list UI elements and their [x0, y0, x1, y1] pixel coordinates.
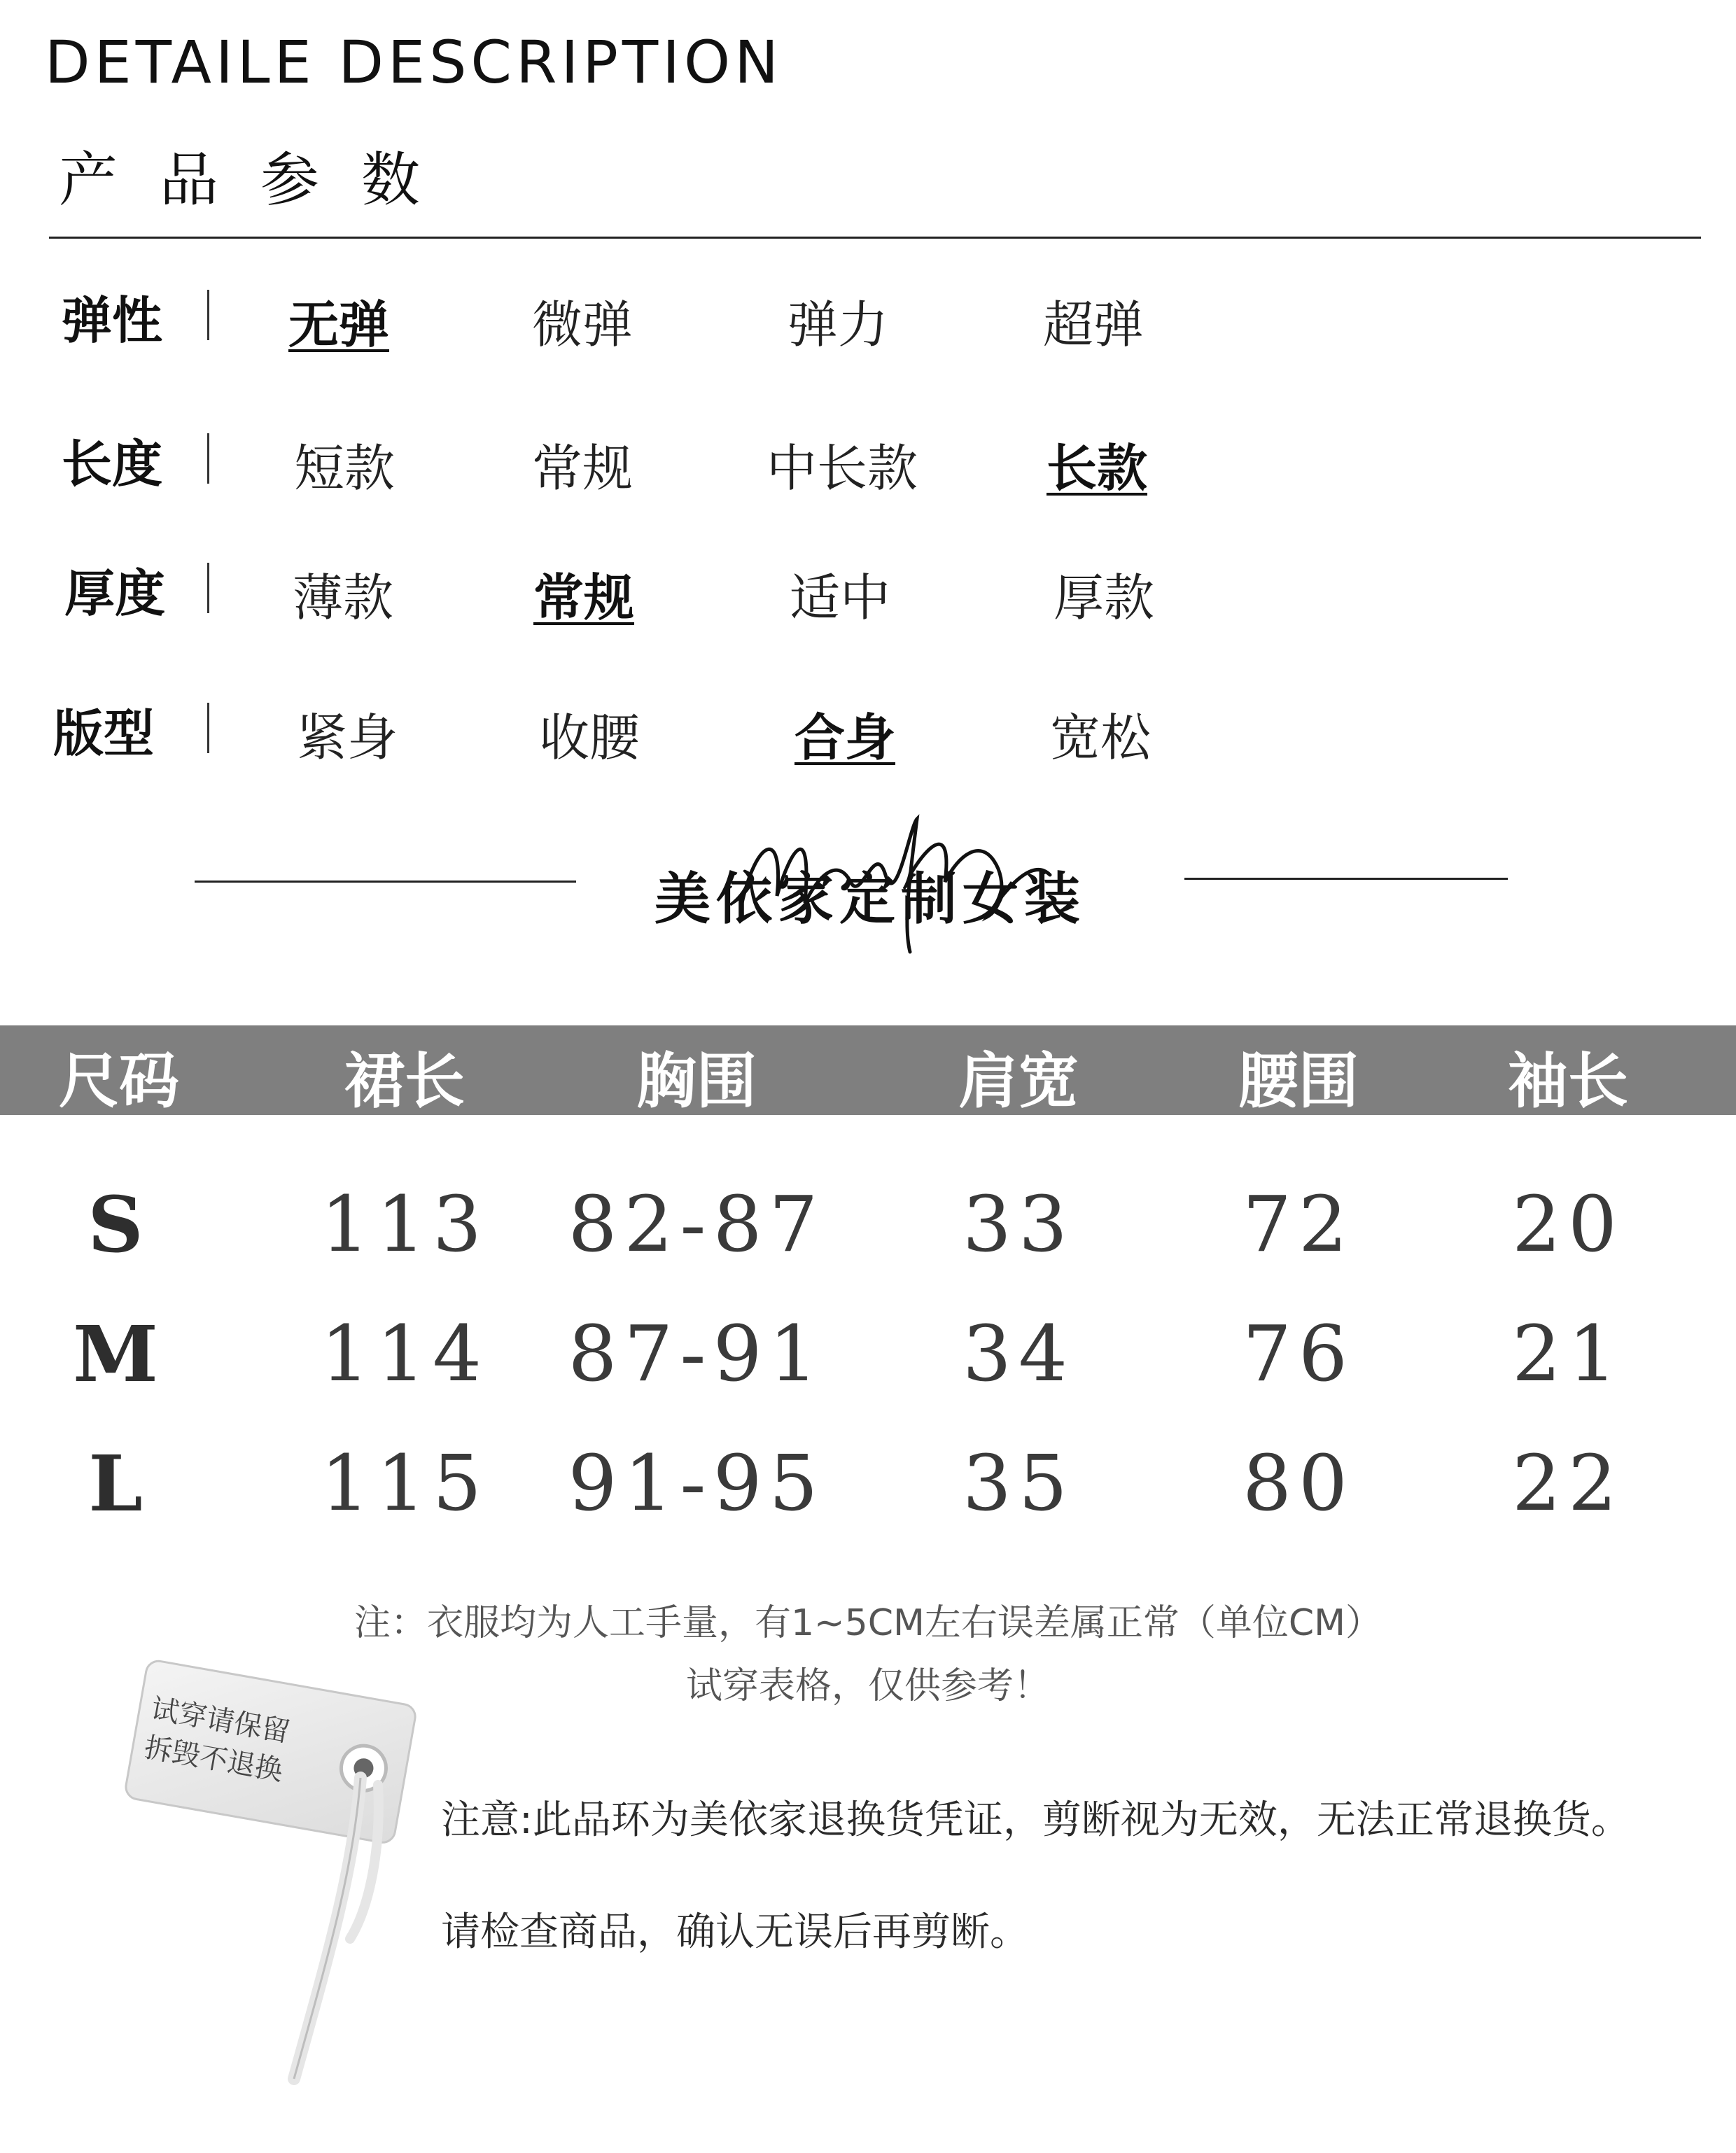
- hang-tag-line-2: 拆毁不退换: [141, 1731, 286, 1788]
- hang-tag-line-1: 试穿请保留: [148, 1692, 293, 1749]
- param-separator: [207, 290, 209, 340]
- table-cell: 35: [962, 1438, 1074, 1528]
- table-cell: 82-87: [568, 1179, 825, 1269]
- table-cell: 22: [1512, 1438, 1624, 1528]
- table-cell: 113: [321, 1179, 489, 1269]
- return-note-2: 请检查商品，确认无误后再剪断。: [441, 1909, 1029, 1955]
- param-option: 常规: [532, 439, 634, 498]
- param-separator: [207, 703, 209, 753]
- param-option: 厚款: [1054, 568, 1155, 627]
- table-cell: 33: [962, 1179, 1074, 1269]
- table-header-cell: 尺码: [59, 1046, 179, 1116]
- table-cell: 114: [321, 1309, 489, 1398]
- table-cell: 76: [1242, 1309, 1354, 1398]
- table-header-cell: 胸围: [636, 1046, 757, 1116]
- param-option: 短款: [294, 439, 396, 498]
- table-cell: 72: [1242, 1179, 1354, 1269]
- english-title: DETAILE DESCRIPTION: [45, 28, 783, 97]
- table-header-cell: 裙长: [344, 1046, 465, 1116]
- table-cell: 115: [321, 1438, 489, 1528]
- param-separator: [207, 563, 209, 613]
- reference-note: 试穿表格，仅供参考！: [685, 1665, 1050, 1707]
- brand-divider-left: [195, 881, 576, 883]
- brand-divider-right: [1184, 878, 1508, 880]
- chinese-title: 产品参数: [59, 146, 463, 214]
- brand-signature: [700, 798, 1092, 959]
- param-option: 紧身: [297, 708, 398, 767]
- size-label: L: [88, 1438, 150, 1529]
- size-label: M: [73, 1309, 165, 1399]
- return-note-1: 注意:此品环为美依家退换货凭证，剪断视为无效，无法正常退换货。: [441, 1797, 1630, 1843]
- param-label: 弹性: [62, 291, 163, 350]
- param-option: 适中: [790, 568, 891, 627]
- param-option: 弹力: [788, 295, 889, 354]
- param-option-selected: 长款: [1046, 439, 1148, 498]
- param-label: 厚度: [64, 564, 166, 623]
- header-divider: [49, 237, 1701, 239]
- brand-name: 美依家定制女装: [654, 867, 1086, 932]
- param-option: 超弹: [1043, 295, 1144, 354]
- param-option: 薄款: [293, 568, 394, 627]
- table-cell: 34: [962, 1309, 1074, 1398]
- param-separator: [207, 433, 209, 484]
- table-cell: 21: [1512, 1309, 1624, 1398]
- table-cell: 91-95: [568, 1438, 825, 1528]
- table-cell: 87-91: [568, 1309, 825, 1398]
- param-option-selected: 合身: [794, 708, 896, 767]
- table-cell: 20: [1512, 1179, 1624, 1269]
- measure-note: 注：衣服均为人工手量，有1~5CM左右误差属正常（单位CM）: [354, 1602, 1382, 1644]
- param-option-selected: 无弹: [288, 295, 390, 354]
- table-cell: 80: [1242, 1438, 1354, 1528]
- param-label: 长度: [62, 435, 163, 493]
- table-header-cell: 肩宽: [958, 1046, 1079, 1116]
- param-option-selected: 常规: [533, 568, 635, 627]
- table-header-cell: 袖长: [1508, 1046, 1628, 1116]
- param-option: 宽松: [1050, 708, 1152, 767]
- param-label: 版型: [53, 704, 155, 763]
- table-header-cell: 腰围: [1238, 1046, 1359, 1116]
- param-option: 中长款: [766, 439, 918, 498]
- param-option: 微弹: [532, 295, 634, 354]
- param-option: 收腰: [539, 708, 640, 767]
- size-label: S: [88, 1179, 150, 1270]
